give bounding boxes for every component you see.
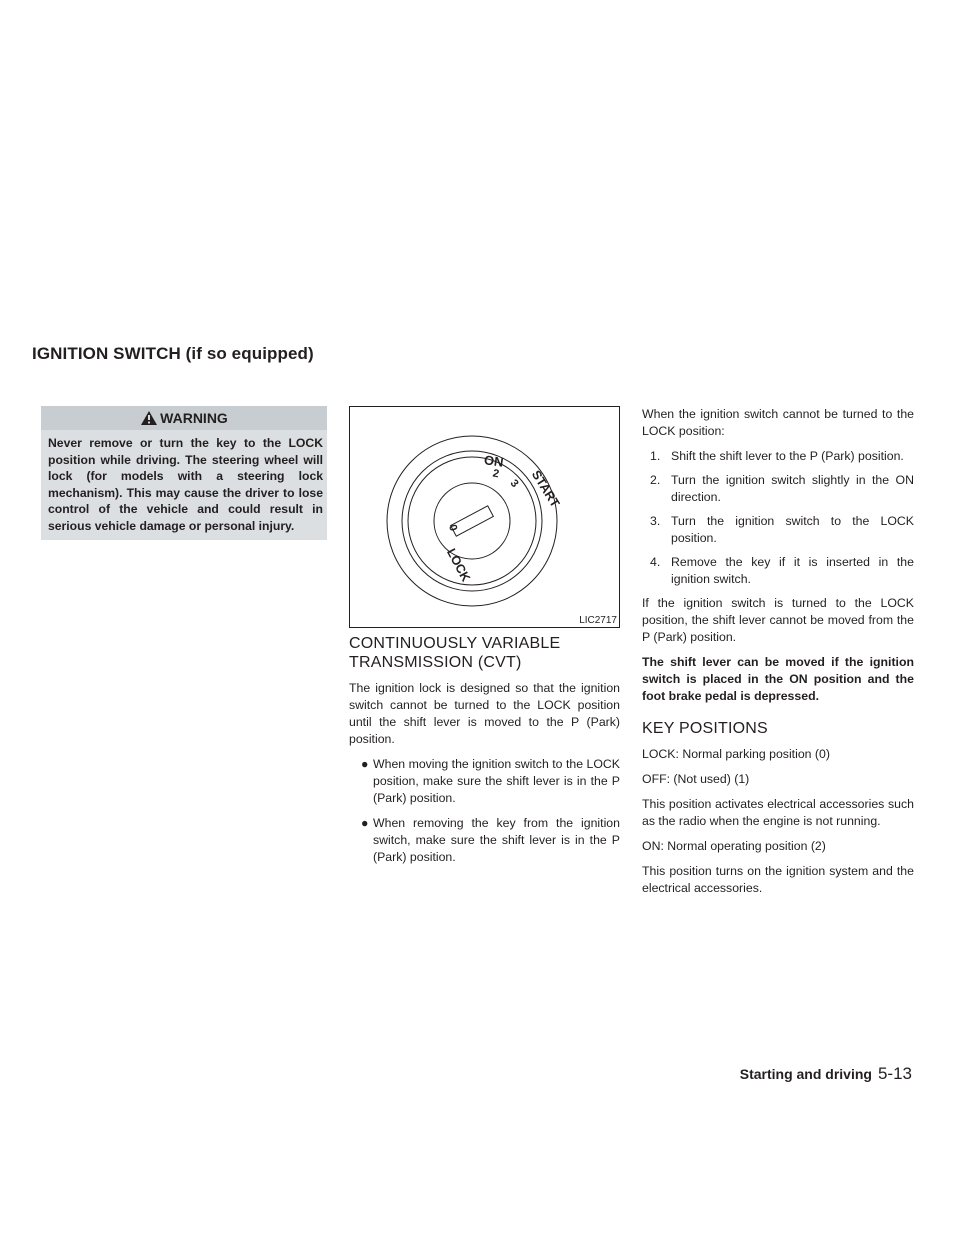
cvt-bullet-list: [349, 756, 620, 866]
cvt-bullet-item: ● When removing the key from the ignition switch, make sure the shift lever is in the P (Park) position.: [361, 816, 620, 864]
cvt-heading-line1: CONTINUOUSLY VARIABLE: [349, 635, 561, 652]
key-position-on-desc: This position turns on the ignition system and the electrical accessories.: [642, 864, 914, 895]
cvt-bullet-item: ● When moving the ignition switch to the LOCK position, make sure the shift lever is in the P (Park) position.: [361, 757, 620, 805]
lock-steps-after: If the ignition switch is turned to the LOCK position, the shift lever cannot be moved from the P (Park) position.: [642, 596, 914, 644]
cvt-heading-line2: TRANSMISSION (CVT): [349, 654, 522, 671]
key-position-on: ON: Normal operating position (2): [642, 839, 826, 853]
footer-chapter-label: Starting and driving: [739, 1066, 872, 1082]
lock-label: LOCK: [443, 546, 473, 585]
lock-number: 0: [446, 523, 460, 533]
cvt-intro: The ignition lock is designed so that the ignition switch cannot be turned to the LOCK position until the shift lever is moved to the P (Park) position.: [349, 681, 620, 746]
lock-steps-intro: When the ignition switch cannot be turned to the LOCK position:: [642, 407, 914, 438]
section-title: IGNITION SWITCH (if so equipped): [32, 344, 314, 363]
key-position-lock: LOCK: Normal parking position (0): [642, 747, 830, 761]
on-number: 2: [491, 467, 501, 481]
cvt-column: [349, 634, 620, 874]
bullet-icon: ●: [361, 816, 369, 830]
lock-steps-list: [642, 448, 914, 588]
warning-triangle-icon: [140, 410, 158, 426]
on-label: ON: [483, 452, 505, 470]
page-number: 5-13: [877, 1064, 912, 1083]
start-number: 3: [507, 477, 521, 490]
warning-header: [41, 406, 327, 430]
lock-step-item: 4. Remove the key if it is inserted in the ignition switch.: [650, 555, 914, 586]
warning-text: Never remove or turn the key to the LOCK position while driving. The steering wheel will lock (for models with a steering lock mechanism). This may cause the driver to lose control of the vehicle and could result in serious vehicle damage or personal injury.: [48, 436, 323, 533]
ignition-switch-illustration: [350, 407, 621, 629]
warning-title: WARNING: [160, 410, 228, 426]
key-position-off-desc: This position activates electrical accessories such as the radio when the engine is not running.: [642, 797, 914, 828]
lock-step-item: 2. Turn the ignition switch slightly in the ON direction.: [650, 473, 914, 504]
start-label: START: [528, 467, 563, 510]
figure-code: LIC2717: [579, 615, 617, 626]
page-footer: [740, 1064, 912, 1084]
bullet-icon: ●: [361, 757, 369, 771]
lock-column: [642, 406, 914, 905]
cvt-heading: [349, 634, 620, 672]
key-positions-heading: KEY POSITIONS: [642, 720, 768, 737]
warning-box: [41, 406, 327, 540]
ignition-switch-figure: [349, 406, 620, 628]
lock-step-item: 1. Shift the shift lever to the P (Park) position.: [650, 449, 904, 463]
key-position-off: OFF: (Not used) (1): [642, 772, 750, 786]
lock-steps-bold-note: The shift lever can be moved if the ignition switch is placed in the ON position and the foot brake pedal is depressed.: [642, 655, 914, 703]
lock-step-item: 3. Turn the ignition switch to the LOCK position.: [650, 514, 914, 545]
